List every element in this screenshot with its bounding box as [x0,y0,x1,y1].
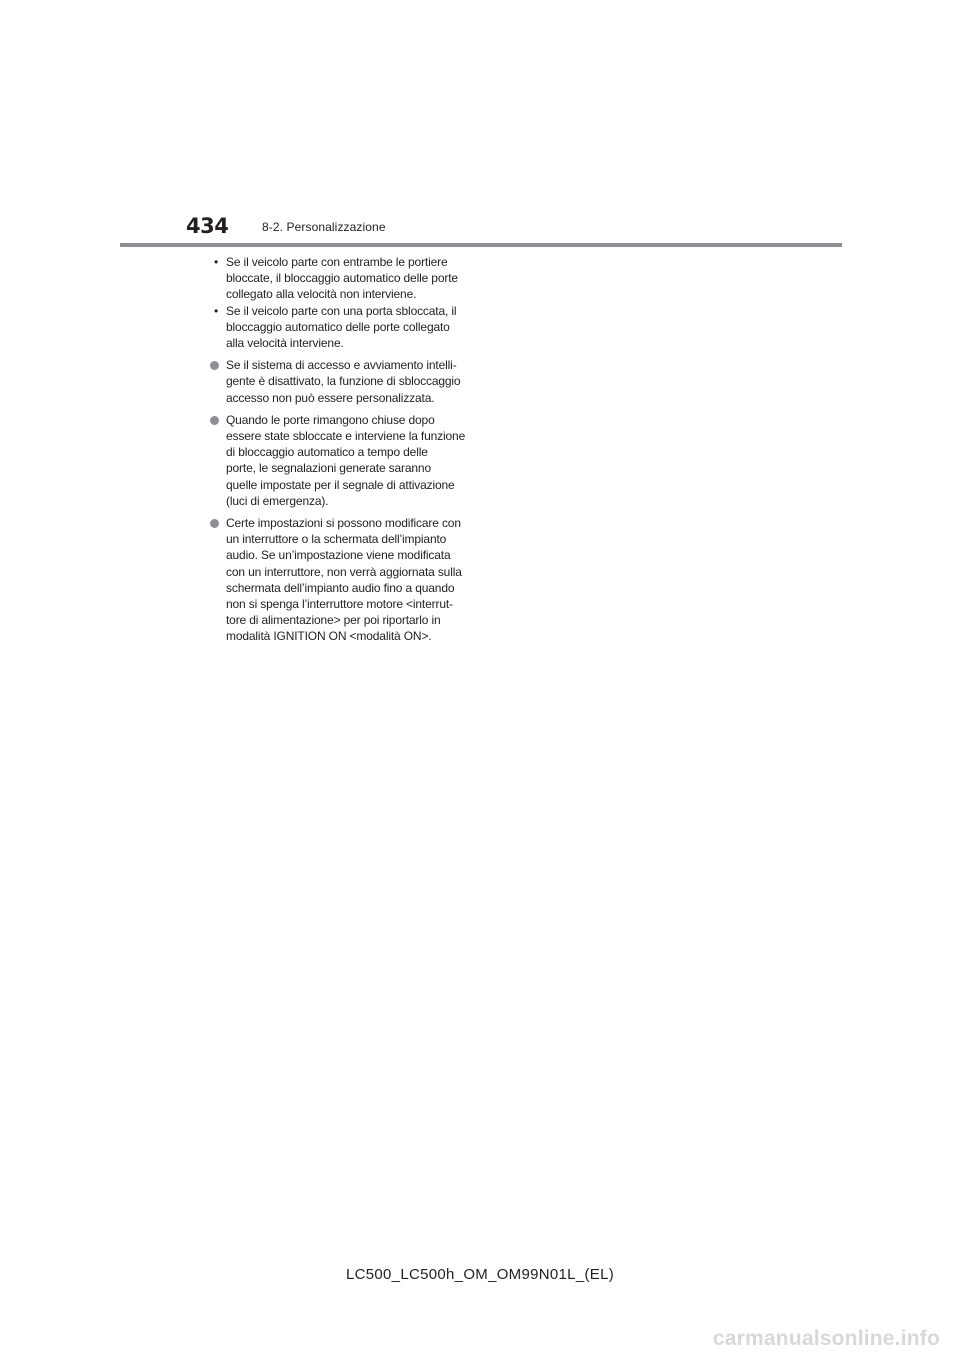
text-line: collegato alla velocità non interviene. [226,287,417,302]
text-line: Se il veicolo parte con entrambe le portiere [226,255,448,269]
text-line: Se il veicolo parte con una porta sbloccata, il [226,303,457,318]
watermark-link[interactable]: carmanualsonline.info [712,1327,940,1350]
note-item [208,357,470,406]
sub-bullet: • [214,303,219,318]
circle-bullet-icon [210,519,219,528]
circle-bullet-icon [210,361,219,370]
text-line: essere state sbloccate e interviene la funzione [226,429,466,444]
document-code: LC500_LC500h_OM_OM99N01L_(EL) [345,1266,615,1283]
text-line: modalità IGNITION ON <modalità ON>. [226,629,432,644]
circle-bullet-icon [210,416,219,425]
header-rule [120,243,842,247]
note-item [208,412,470,509]
text-line: non si spenga l’interruttore motore <interrut- [226,597,453,612]
text-line: tore di alimentazione> per poi riportarlo in [226,613,441,628]
page-content [208,254,470,645]
text-line: porte, le segnalazioni generate saranno [226,461,431,476]
text-line: Certe impostazioni si possono modificare con [226,516,461,531]
text-line: gente è disattivato, la funzione di sbloccaggio [226,374,461,389]
text-line: audio. Se un’impostazione viene modificata [226,548,451,563]
page-number: 434 [186,214,229,238]
text-line: bloccate, il bloccaggio automatico delle porte [226,271,458,286]
sub-bullet: • [214,255,219,269]
text-line: bloccaggio automatico delle porte collegato [226,319,450,334]
text-line: di bloccaggio automatico a tempo delle [226,445,428,460]
text-line: un interruttore o la schermata dell’impianto [226,532,447,547]
sub-list-item [208,254,470,303]
section-title: 8-2. Personalizzazione [262,220,386,234]
text-line: schermata dell’impianto audio fino a quando [226,580,455,595]
text-line: (luci di emergenza). [226,493,329,508]
text-line: quelle impostate per il segnale di attivazione [226,477,455,492]
text-line: Quando le porte rimangono chiuse dopo [226,412,435,427]
text-line: accesso non può essere personalizzata. [226,390,435,405]
sub-list-item [208,303,470,352]
text-line: Se il sistema di accesso e avviamento intelli- [226,358,457,373]
text-line: alla velocità interviene. [226,336,344,351]
text-line: con un interruttore, non verrà aggiornata sulla [226,564,462,579]
note-item [208,515,470,645]
